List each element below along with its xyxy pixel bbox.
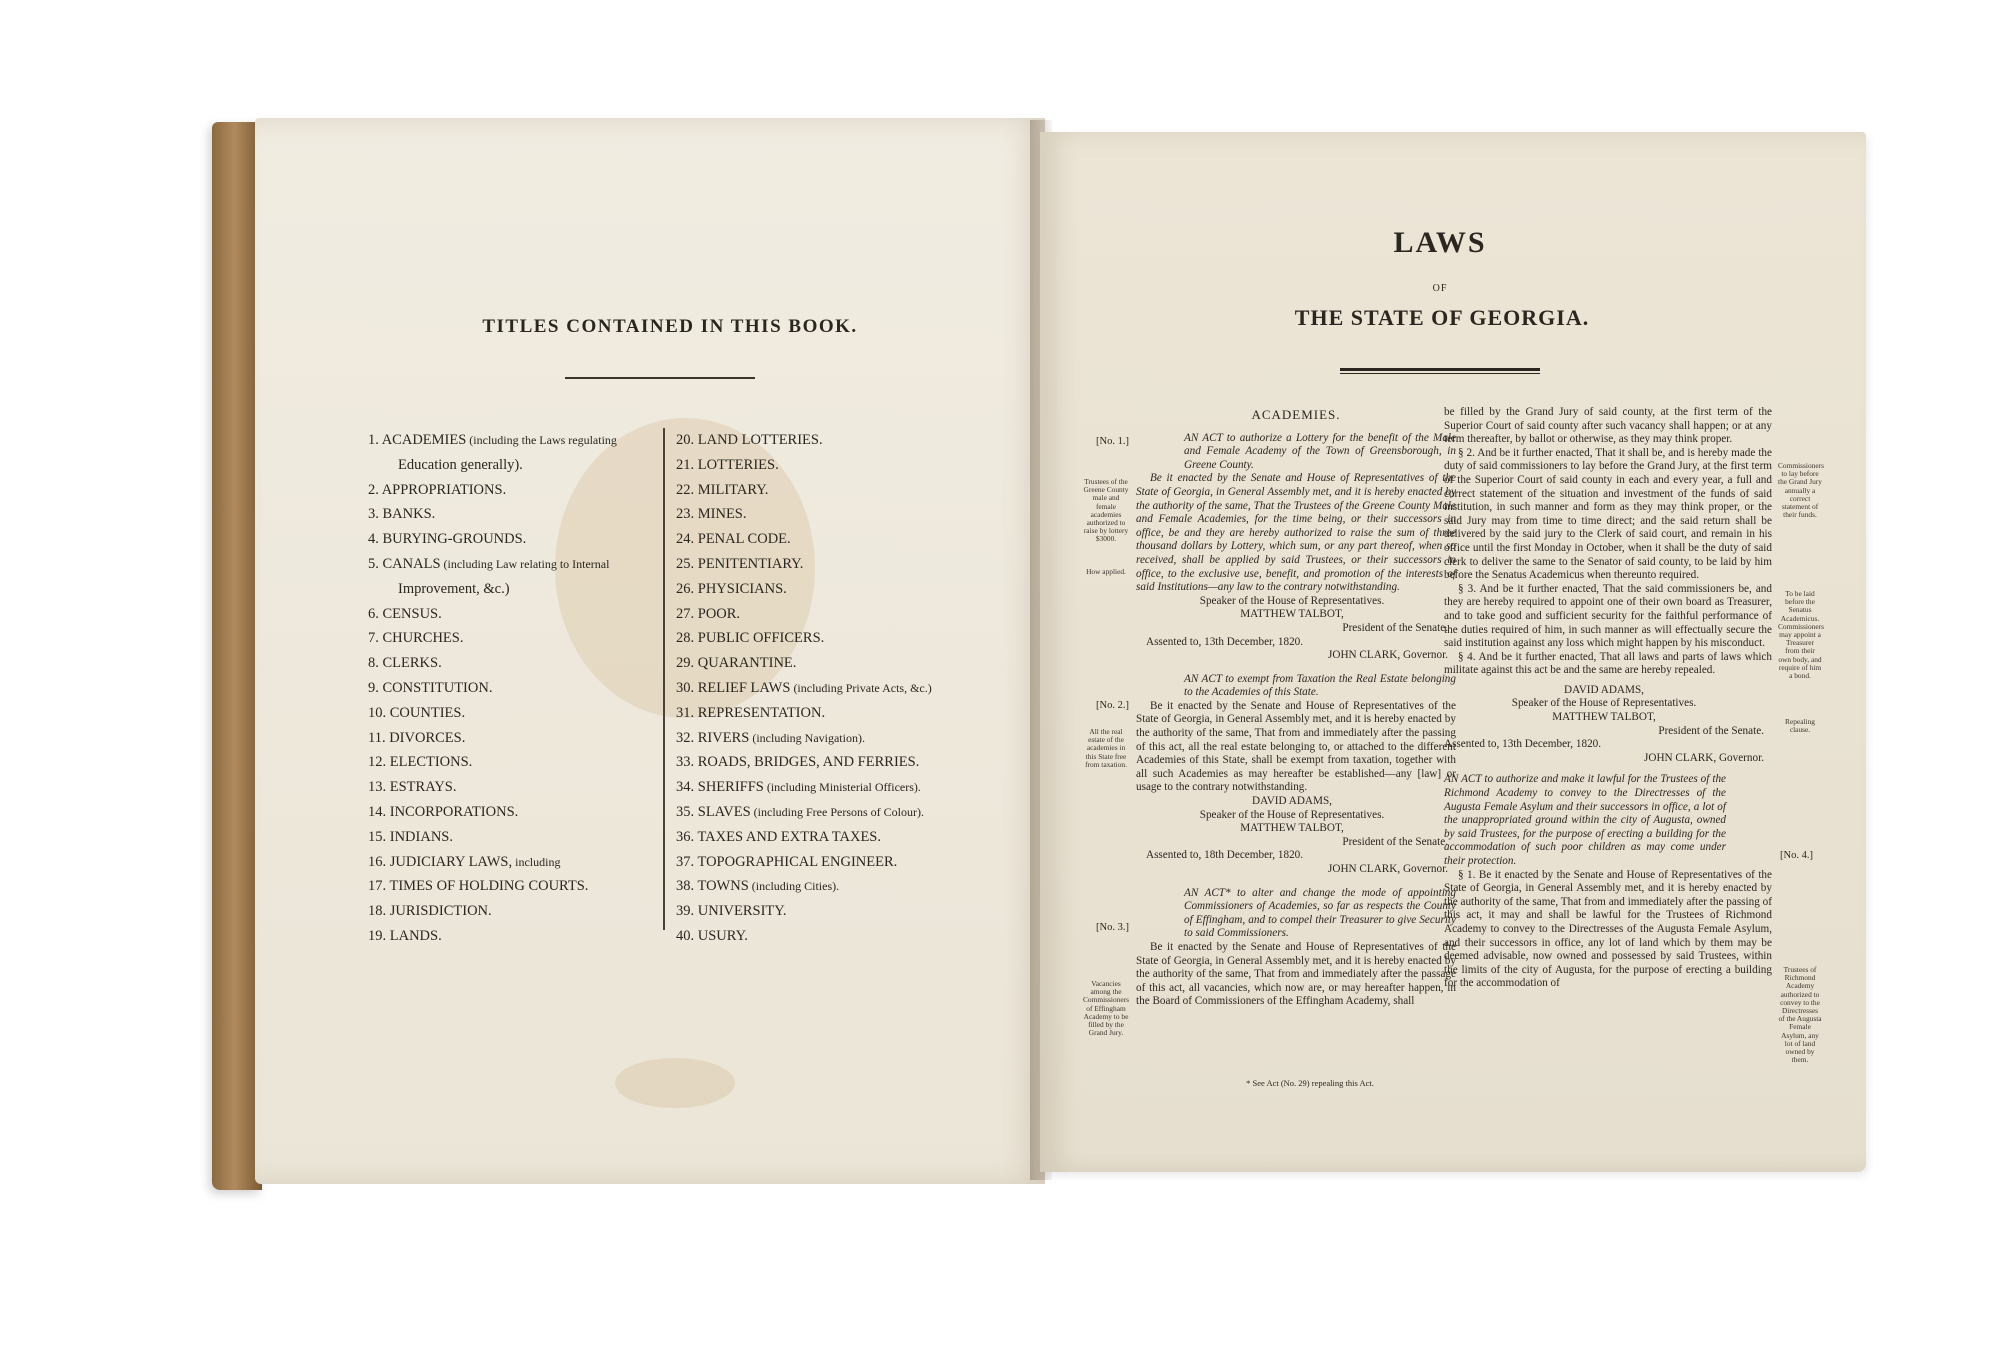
act-1-margin-note: Trustees of the Greene County male and female academies authorized to raise by lottery $3000.	[1083, 477, 1129, 544]
toc-item-note: including	[512, 854, 561, 869]
col2-para-2: § 2. And be it further enacted, That it shall be, and is hereby made the duty of said commissioners to lay before the Grand Jury, at the first term of the Superior Court of said county in each and every year, a full and correct statement of the situation and investment of the funds of said institution, in such manner and form as they may think proper, or the said Jury may from time to time direct; and the said return shall be delivered by the said jury to the Clerk of said court, and remain in his office until the first Monday in October, when it shall be the duty of said clerk to deliver the same to the Senator of said county, to be laid by him before the Senatus Academicus when thereunto required.	[1444, 446, 1772, 582]
toc-item-label: 21. LOTTERIES.	[676, 456, 779, 473]
toc-item	[368, 800, 658, 825]
toc-item	[368, 602, 658, 627]
toc-item	[368, 850, 658, 875]
law-column-2	[1444, 406, 1772, 991]
toc-item-label: 25. PENITENTIARY.	[676, 555, 804, 572]
toc-item	[368, 899, 658, 924]
act-2-speaker: DAVID ADAMS,	[1252, 795, 1332, 808]
toc-item	[676, 676, 1006, 701]
toc-item	[676, 577, 1006, 602]
col2-speaker: DAVID ADAMS,	[1564, 683, 1644, 696]
col2-assented: Assented to, 13th December, 1820.	[1444, 738, 1602, 751]
act-1-margin-note-2: How applied.	[1086, 567, 1126, 576]
toc-item	[676, 428, 1006, 453]
toc-item-label: 5. CANALS	[368, 555, 441, 572]
toc-item	[676, 899, 1006, 924]
toc-item-label: 8. CLERKS.	[368, 655, 442, 672]
act-1-title: AN ACT to authorize a Lottery for the benefit of the Male and Female Academy of the Town of Greensborough, in Greene County.	[1184, 431, 1456, 471]
act-1-speaker-title: Speaker of the House of Representatives.	[1199, 594, 1385, 607]
col2-margin-note-4: Repealing clause.	[1785, 717, 1815, 735]
act-2-governor: JOHN CLARK, Governor.	[1328, 863, 1448, 875]
toc-item	[676, 726, 1006, 751]
col2-governor: JOHN CLARK, Governor.	[1644, 751, 1764, 764]
col2-para-4: § 4. And be it further enacted, That all laws and parts of laws which militate against this act be and the same are hereby repealed.	[1444, 650, 1772, 677]
toc-item-label: 15. INDIANS.	[368, 828, 453, 845]
act-2-speaker-title: Speaker of the House of Representatives.	[1199, 808, 1385, 821]
toc-item-note: (including Free Persons of Colour).	[750, 804, 924, 819]
toc-item-label: 35. SLAVES	[676, 803, 751, 820]
toc-item	[368, 626, 658, 651]
toc-item-label: 18. JURISDICTION.	[368, 903, 492, 920]
toc-column-right	[676, 428, 1006, 949]
toc-item	[368, 552, 658, 577]
toc-item-label: Education generally).	[398, 456, 523, 473]
toc-item	[676, 602, 1006, 627]
col2-para-1: be filled by the Grand Jury of said county, at the first term of the Superior Court of said county after such vacancy shall happen; or at any term thereafter, by ballot or otherwise, as they may think proper.	[1444, 406, 1772, 446]
toc-item	[368, 527, 658, 552]
toc-item-label: 28. PUBLIC OFFICERS.	[676, 630, 825, 647]
act-2-number: [No. 2.]	[1096, 700, 1129, 711]
act-3-body: Be it enacted by the Senate and House of Representatives of the State of Georgia, in General Assembly met, and it is hereby enacted by the authority of the same, That from and immediately after the passage of this act, all vacancies, which now are, or may hereafter happen, in the Board of Commissioners of the Effingham Academy, shall	[1136, 940, 1456, 1008]
col2-president: MATTHEW TALBOT,	[1552, 711, 1656, 724]
col2-margin-note-3: To be laid before the Senatus Academicus. Commissioners may appoint a Treasurer from their own body, and require of him a bond.	[1778, 589, 1824, 681]
title-rule-thin	[1340, 373, 1540, 374]
toc-item-label: 37. TOPOGRAPHICAL ENGINEER.	[676, 853, 898, 870]
toc-item-label: 24. PENAL CODE.	[676, 531, 791, 548]
laws-title: LAWS	[1393, 226, 1487, 259]
col2-speaker-title: Speaker of the House of Representatives.	[1511, 697, 1697, 710]
toc-item-label: 2. APPROPRIATIONS.	[368, 481, 507, 498]
toc-item	[368, 502, 658, 527]
toc-item-label: 26. PHYSICIANS.	[676, 580, 787, 597]
toc-item	[676, 453, 1006, 478]
toc-item	[676, 701, 1006, 726]
toc-item-label: 13. ESTRAYS.	[368, 779, 457, 796]
toc-item	[676, 478, 1006, 503]
toc-item	[676, 651, 1006, 676]
act-2-body: Be it enacted by the Senate and House of Representatives of the State of Georgia, in General Assembly met, and it is hereby enacted by the authority of the same, That from and immediately after the passing of this act, all the real estate belonging to, or attached to the different Academies of this State, shall be exempt from taxation, together with all such Academies as may hereafter be established—any [law] or usage to the contrary notwithstanding.	[1136, 699, 1456, 794]
toc-item-label: 3. BANKS.	[368, 506, 436, 523]
toc-item-label: 20. LAND LOTTERIES.	[676, 432, 823, 448]
footnote: * See Act (No. 29) repealing this Act.	[1246, 1078, 1374, 1088]
toc-item	[676, 825, 1006, 850]
act-1-president: MATTHEW TALBOT,	[1240, 608, 1344, 621]
toc-item	[676, 502, 1006, 527]
toc-item	[368, 478, 658, 503]
toc-item-label: 6. CENSUS.	[368, 605, 442, 622]
col2-para-3: § 3. And be it further enacted, That the said commissioners be, and they are hereby required to appoint one of their own board as Treasurer, and to take good and sufficient security for the faithful performance of the duties required of him, in such manner as will effectually secure the said institution against any loss which might happen by his misconduct.	[1444, 582, 1772, 650]
act-4-title: AN ACT to authorize and make it lawful for the Trustees of the Richmond Academy to convey to the Directresses of the Augusta Female Asylum and their successors in office, a lot of the unappropriated ground within the city of Augusta, owned by said Trustees, for the purpose of erecting a building for the accommodation of such poor children as may come under their protection.	[1444, 773, 1726, 867]
laws-state-title: THE STATE OF GEORGIA.	[1294, 305, 1590, 330]
toc-item-label: 12. ELECTIONS.	[368, 754, 473, 771]
toc-item-label: 40. USURY.	[676, 927, 748, 944]
toc-item	[368, 701, 658, 726]
act-2-title: AN ACT to exempt from Taxation the Real Estate belonging to the Academies of this State.	[1184, 672, 1456, 699]
toc-item	[368, 453, 658, 478]
toc-item-label: 19. LANDS.	[368, 927, 442, 944]
toc-item-label: 36. TAXES AND EXTRA TAXES.	[676, 828, 881, 845]
toc-item	[368, 676, 658, 701]
toc-item	[368, 726, 658, 751]
toc-item	[676, 850, 1006, 875]
toc-item-label: 39. UNIVERSITY.	[676, 903, 787, 920]
toc-item-label: 9. CONSTITUTION.	[368, 679, 493, 696]
act-1-assented: Assented to, 13th December, 1820.	[1146, 635, 1304, 648]
toc-item-label: Improvement, &c.)	[398, 580, 510, 597]
toc-item	[368, 775, 658, 800]
col2-president-title: President of the Senate.	[1658, 724, 1764, 737]
toc-divider	[663, 428, 665, 930]
act-2-margin-note: All the real estate of the academies in this State free from taxation.	[1085, 727, 1127, 769]
toc-item-label: 29. QUARANTINE.	[676, 655, 797, 672]
toc-item-note: (including Cities).	[748, 879, 840, 894]
toc-item	[368, 750, 658, 775]
toc-item-label: 4. BURYING-GROUNDS.	[368, 531, 527, 548]
toc-item-label: 34. SHERIFFS	[676, 779, 764, 796]
toc-item	[368, 651, 658, 676]
act-1-governor: JOHN CLARK, Governor.	[1328, 649, 1448, 662]
toc-rule	[565, 377, 755, 379]
toc-item-label: 22. MILITARY.	[676, 481, 769, 498]
toc-item-label: 32. RIVERS	[676, 729, 750, 746]
act-3-margin-note: Vacancies among the Commissioners of Effingham Academy to be filled by the Grand Jury.	[1083, 979, 1129, 1038]
toc-heading: TITLES CONTAINED IN THIS BOOK.	[482, 316, 858, 337]
act-3-number: [No. 3.]	[1096, 922, 1129, 933]
toc-item	[676, 626, 1006, 651]
act-4-number: [No. 4.]	[1780, 850, 1813, 861]
toc-item	[368, 924, 658, 949]
act-1-president-title: President of the Senate.	[1342, 621, 1448, 634]
act-1-body: Be it enacted by the Senate and House of Representatives of the State of Georgia, in General Assembly met, and it is hereby enacted by the authority of the same, That the Trustees of the Greene County Male and Female Academies, for the time being, or their successors in office, be and they are hereby authorized to raise the sum of three thousand dollars by Lottery, which sum, or any part thereof, when so received, shall be applied by said Trustees, or their successors in office, to the exclusive use, benefit, and promotion of the interests of said Institutions—any law to the contrary notwithstanding.	[1136, 472, 1456, 594]
act-1-number: [No. 1.]	[1096, 436, 1129, 447]
act-3-title: AN ACT* to alter and change the mode of appointing Commissioners of Academies, so far as respects the County of Effingham, and to compel their Treasurer to give Security to said Commissioners.	[1184, 886, 1456, 940]
act-2-president-title: President of the Senate.	[1342, 835, 1448, 848]
toc-item-label: 23. MINES.	[676, 506, 747, 523]
toc-item-label: 10. COUNTIES.	[368, 704, 466, 721]
laws-of: OF	[1432, 283, 1448, 294]
toc-item-label: 27. POOR.	[676, 605, 741, 622]
toc-item	[676, 775, 1006, 800]
toc-item	[676, 874, 1006, 899]
toc-item	[368, 577, 658, 602]
toc-item-label: 30. RELIEF LAWS	[676, 679, 791, 696]
toc-item-label: 16. JUDICIARY LAWS,	[368, 853, 513, 870]
toc-item-label: 31. REPRESENTATION.	[676, 704, 826, 721]
toc-item-note: (including the Laws regulating	[466, 433, 617, 447]
toc-item-note: (including Navigation).	[749, 730, 865, 745]
toc-item	[368, 428, 658, 453]
toc-item-label: 1. ACADEMIES	[368, 432, 467, 448]
toc-item-label: 33. ROADS, BRIDGES, AND FERRIES.	[676, 754, 920, 771]
toc-item	[676, 552, 1006, 577]
toc-item-note: (including Private Acts, &c.)	[790, 680, 932, 695]
toc-item	[676, 800, 1006, 825]
section-heading: ACADEMIES.	[1251, 407, 1341, 422]
toc-item	[368, 874, 658, 899]
col2-margin-note-2: Commissioners to lay before the Grand Jury annually a correct statement of their funds.	[1778, 461, 1824, 520]
toc-item	[676, 924, 1006, 949]
toc-item	[676, 527, 1006, 552]
title-rule	[1340, 368, 1540, 371]
toc-item-note: (including Ministerial Officers).	[763, 780, 921, 795]
toc-item-label: 11. DIVORCES.	[368, 729, 466, 746]
toc-item	[676, 750, 1006, 775]
toc-item-note: (including Law relating to Internal	[440, 556, 610, 571]
act-2-assented: Assented to, 18th December, 1820.	[1146, 849, 1304, 862]
act-4-body: § 1. Be it enacted by the Senate and House of Representatives of the State of Georgia, in General Assembly met, and it is hereby enacted by the authority of the same, That from and immediately after the passing of this act, it may and shall be lawful for the Trustees of Richmond Academy to convey to the Directresses of the Augusta Female Asylum, and their successors in office, any lot of land which by them may be deemed advisable, now owned and possessed by said Trustees, within the limits of the city of Augusta, for the purpose of erecting a building for the accommodation of	[1444, 868, 1772, 990]
law-column-1	[1136, 408, 1456, 1009]
toc-item-label: 17. TIMES OF HOLDING COURTS.	[368, 878, 589, 895]
page-stain	[615, 1058, 735, 1108]
toc-column-left	[368, 428, 658, 949]
toc-item	[368, 825, 658, 850]
toc-item-label: 7. CHURCHES.	[368, 630, 464, 647]
toc-item-label: 38. TOWNS	[676, 878, 749, 895]
act-2-president: MATTHEW TALBOT,	[1240, 822, 1344, 835]
col2-margin-note-5: Trustees of Richmond Academy authorized to convey to the Directresses of the Augusta Female Asylum, any lot of land owned by them.	[1778, 965, 1822, 1065]
toc-item-label: 14. INCORPORATIONS.	[368, 803, 519, 820]
